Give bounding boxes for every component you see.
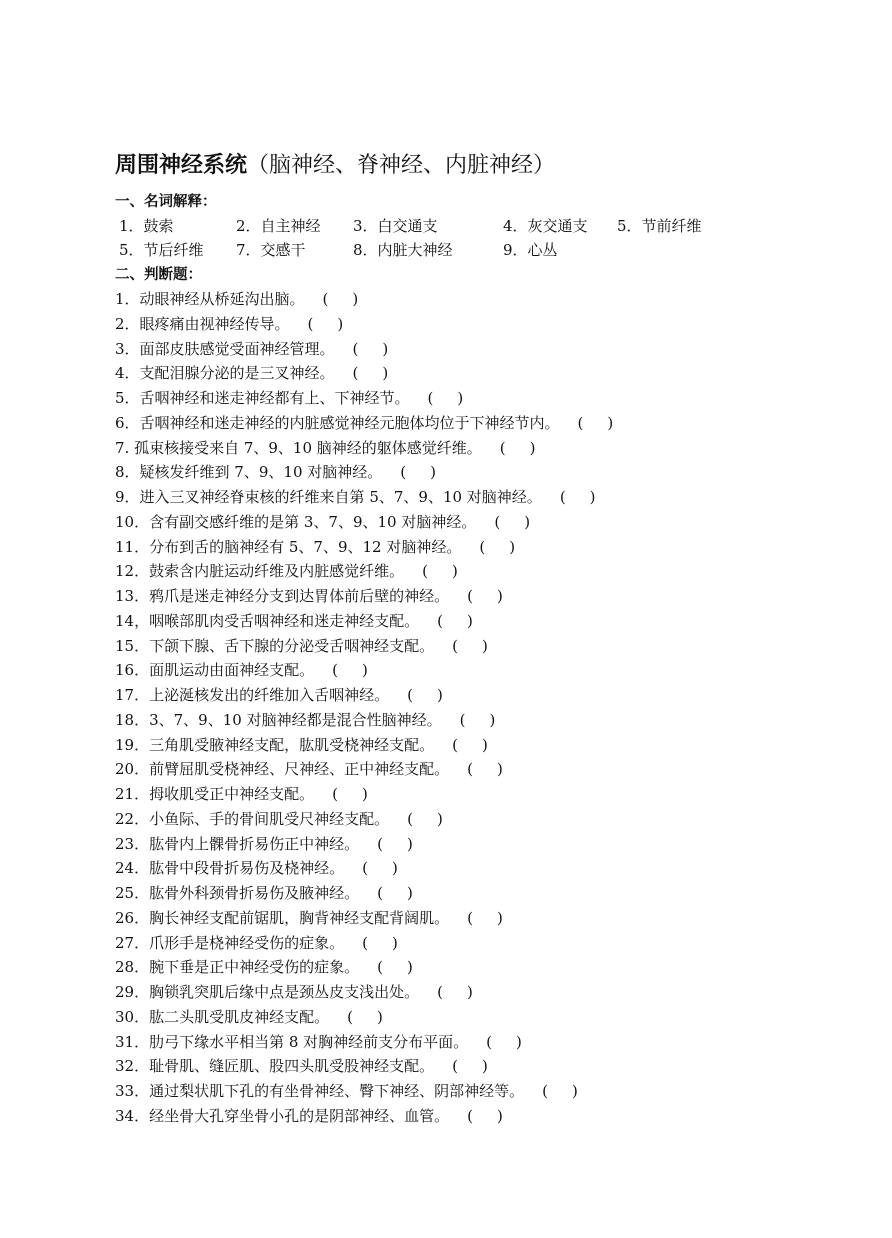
question-text: 11．分布到舌的脑神经有 5、7、9、12 对脑神经。 [115,537,462,556]
question-text: 27．爪形手是桡神经受伤的症象。 [115,933,345,952]
terms-row-1 [115,214,815,238]
question-text: 8．疑核发纤维到 7、9、10 对脑神经。 [115,463,383,482]
answer-bracket[interactable]: ( ) [452,1057,488,1076]
question-text: 9．进入三叉神经脊束核的纤维来自第 5、7、9、10 对脑神经。 [115,488,542,506]
question-text: 19．三角肌受腋神经支配，肱肌受桡神经支配。 [115,735,435,754]
question-text: 5．舌咽神经和迷走神经都有上、下神经节。 [115,389,410,407]
question-item [115,931,815,956]
question-text: 12．鼓索含内脏运动纤维及内脏感觉纤维。 [115,562,405,581]
question-item [115,708,815,733]
question-item [115,1054,815,1079]
answer-bracket[interactable]: ( ) [400,463,436,482]
question-item [115,609,815,634]
page-title [115,150,815,181]
answer-bracket[interactable]: ( ) [467,1106,503,1125]
question-text: 30．肱二头肌受肌皮神经支配。 [115,1007,330,1026]
answer-bracket[interactable]: ( ) [559,488,596,506]
question-text: 1．动眼神经从桥延沟出脑。 [115,290,305,308]
question-item [115,1079,815,1104]
question-text: 31．肋弓下缘水平相当第 8 对胸神经前支分布平面。 [115,1032,469,1051]
question-item [115,1005,815,1030]
term-item: 2．自主神经 [236,217,321,235]
section-heading-terms: 一、名词解释： [115,193,217,210]
answer-bracket[interactable]: ( ) [352,364,389,383]
question-item [115,807,815,832]
answer-bracket[interactable]: ( ) [452,735,488,754]
question-text: 15．下颌下腺、舌下腺的分泌受舌咽神经支配。 [115,636,435,655]
answer-bracket[interactable]: ( ) [452,636,488,655]
question-item [115,337,815,362]
question-text: 16．面肌运动由面神经支配。 [115,661,315,680]
question-item [115,411,815,436]
question-text: 28．腕下垂是正中神经受伤的症象。 [115,958,360,977]
section-heading-true-false: 二、判断题： [115,266,202,283]
question-item [115,733,815,758]
question-item [115,535,815,560]
question-text: 2．眼疼痛由视神经传导。 [115,314,290,333]
answer-bracket[interactable]: ( ) [407,686,443,704]
answer-bracket[interactable]: ( ) [422,562,458,581]
answer-bracket[interactable]: ( ) [377,958,413,977]
answer-bracket[interactable]: ( ) [332,661,368,680]
question-list [115,287,815,1129]
answer-bracket[interactable]: ( ) [437,611,473,630]
term-item: 3．白交通支 [353,217,438,235]
question-item [115,658,815,683]
answer-bracket[interactable]: ( ) [362,859,398,878]
answer-bracket[interactable]: ( ) [467,587,503,605]
question-text: 25．肱骨外科颈骨折易伤及腋神经。 [115,884,360,902]
answer-bracket[interactable]: ( ) [347,1007,383,1026]
answer-bracket[interactable]: ( ) [499,438,536,457]
term-item: 7．交感干 [236,241,306,259]
answer-bracket[interactable]: ( ) [577,413,614,432]
question-item [115,485,815,510]
question-item [115,386,815,411]
question-text: 13．鸦爪是迷走神经分支到达胃体前后壁的神经。 [115,587,450,605]
question-text: 33．通过梨状肌下孔的有坐骨神经、臀下神经、阴部神经等。 [115,1082,525,1100]
question-item [115,856,815,881]
answer-bracket[interactable]: ( ) [459,710,496,729]
question-item [115,559,815,584]
question-item [115,634,815,659]
answer-bracket[interactable]: ( ) [427,389,464,407]
question-text: 24．肱骨中段骨折易伤及桡神经。 [115,859,345,878]
question-text: 23．肱骨内上髁骨折易伤正中神经。 [115,834,360,853]
question-text: 6．舌咽神经和迷走神经的内脏感觉神经元胞体均位于下神经节内。 [115,413,560,432]
question-item [115,361,815,386]
question-item [115,460,815,485]
answer-bracket[interactable]: ( ) [542,1082,578,1100]
question-text: 7. 孤束核接受来自 7、9、10 脑神经的躯体感觉纤维。 [115,438,482,457]
question-item [115,906,815,931]
term-item: 5．节后纤维 [119,241,204,259]
question-item [115,757,815,782]
question-text: 14，咽喉部肌肉受舌咽神经和迷走神经支配。 [115,611,420,630]
question-text: 4．支配泪腺分泌的是三叉神经。 [115,364,335,383]
question-item [115,683,815,708]
term-item: 8．内脏大神经 [353,241,453,259]
term-item: 1．鼓索 [119,217,174,235]
question-text: 34．经坐骨大孔穿坐骨小孔的是阴部神经、血管。 [115,1106,450,1125]
answer-bracket[interactable]: ( ) [437,983,473,1001]
answer-bracket[interactable]: ( ) [467,760,503,779]
question-item [115,510,815,535]
question-item [115,1030,815,1055]
question-text: 29．胸锁乳突肌后缘中点是颈丛皮支浅出处。 [115,983,420,1001]
question-item [115,436,815,461]
title-main: 周围神经系统 [115,152,248,178]
question-text: 3．面部皮肤感觉受面神经管理。 [115,339,335,358]
question-item [115,287,815,312]
answer-bracket[interactable]: ( ) [377,834,413,853]
term-item: 5．节前纤维 [617,217,702,235]
term-item: 4．灰交通支 [503,217,588,235]
answer-bracket[interactable]: ( ) [407,809,443,828]
question-text: 10．含有副交感纤维的是第 3、7、9、10 对脑神经。 [115,512,477,531]
worksheet-page [115,150,815,1129]
question-item [115,881,815,906]
question-text: 21．拇收肌受正中神经支配。 [115,785,315,803]
question-text: 22．小鱼际、手的骨间肌受尺神经支配。 [115,809,390,828]
answer-bracket[interactable]: ( ) [377,884,413,902]
answer-bracket[interactable]: ( ) [352,339,389,358]
question-item [115,955,815,980]
question-item [115,584,815,609]
question-text: 17．上泌涎核发出的纤维加入舌咽神经。 [115,686,390,704]
answer-bracket[interactable]: ( ) [307,314,344,333]
question-item [115,312,815,337]
question-text: 32．耻骨肌、缝匠肌、股四头肌受股神经支配。 [115,1057,435,1076]
question-text: 20．前臂屈肌受桡神经、尺神经、正中神经支配。 [115,760,450,779]
question-item [115,782,815,807]
answer-bracket[interactable]: ( ) [467,908,503,927]
title-subtitle: （脑神经、脊神经、内脏神经） [247,153,556,178]
answer-bracket[interactable]: ( ) [332,785,368,803]
answer-bracket[interactable]: ( ) [322,290,359,308]
term-item: 9．心丛 [503,241,558,259]
question-text: 18．3、7、9、10 对脑神经都是混合性脑神经。 [115,710,442,729]
answer-bracket[interactable]: ( ) [486,1032,522,1051]
question-item [115,832,815,857]
question-item [115,1104,815,1129]
question-text: 26．胸长神经支配前锯肌，胸背神经支配背阔肌。 [115,908,450,927]
answer-bracket[interactable]: ( ) [494,512,531,531]
terms-row-2 [115,238,815,262]
answer-bracket[interactable]: ( ) [479,537,516,556]
question-item [115,980,815,1005]
answer-bracket[interactable]: ( ) [362,933,398,952]
